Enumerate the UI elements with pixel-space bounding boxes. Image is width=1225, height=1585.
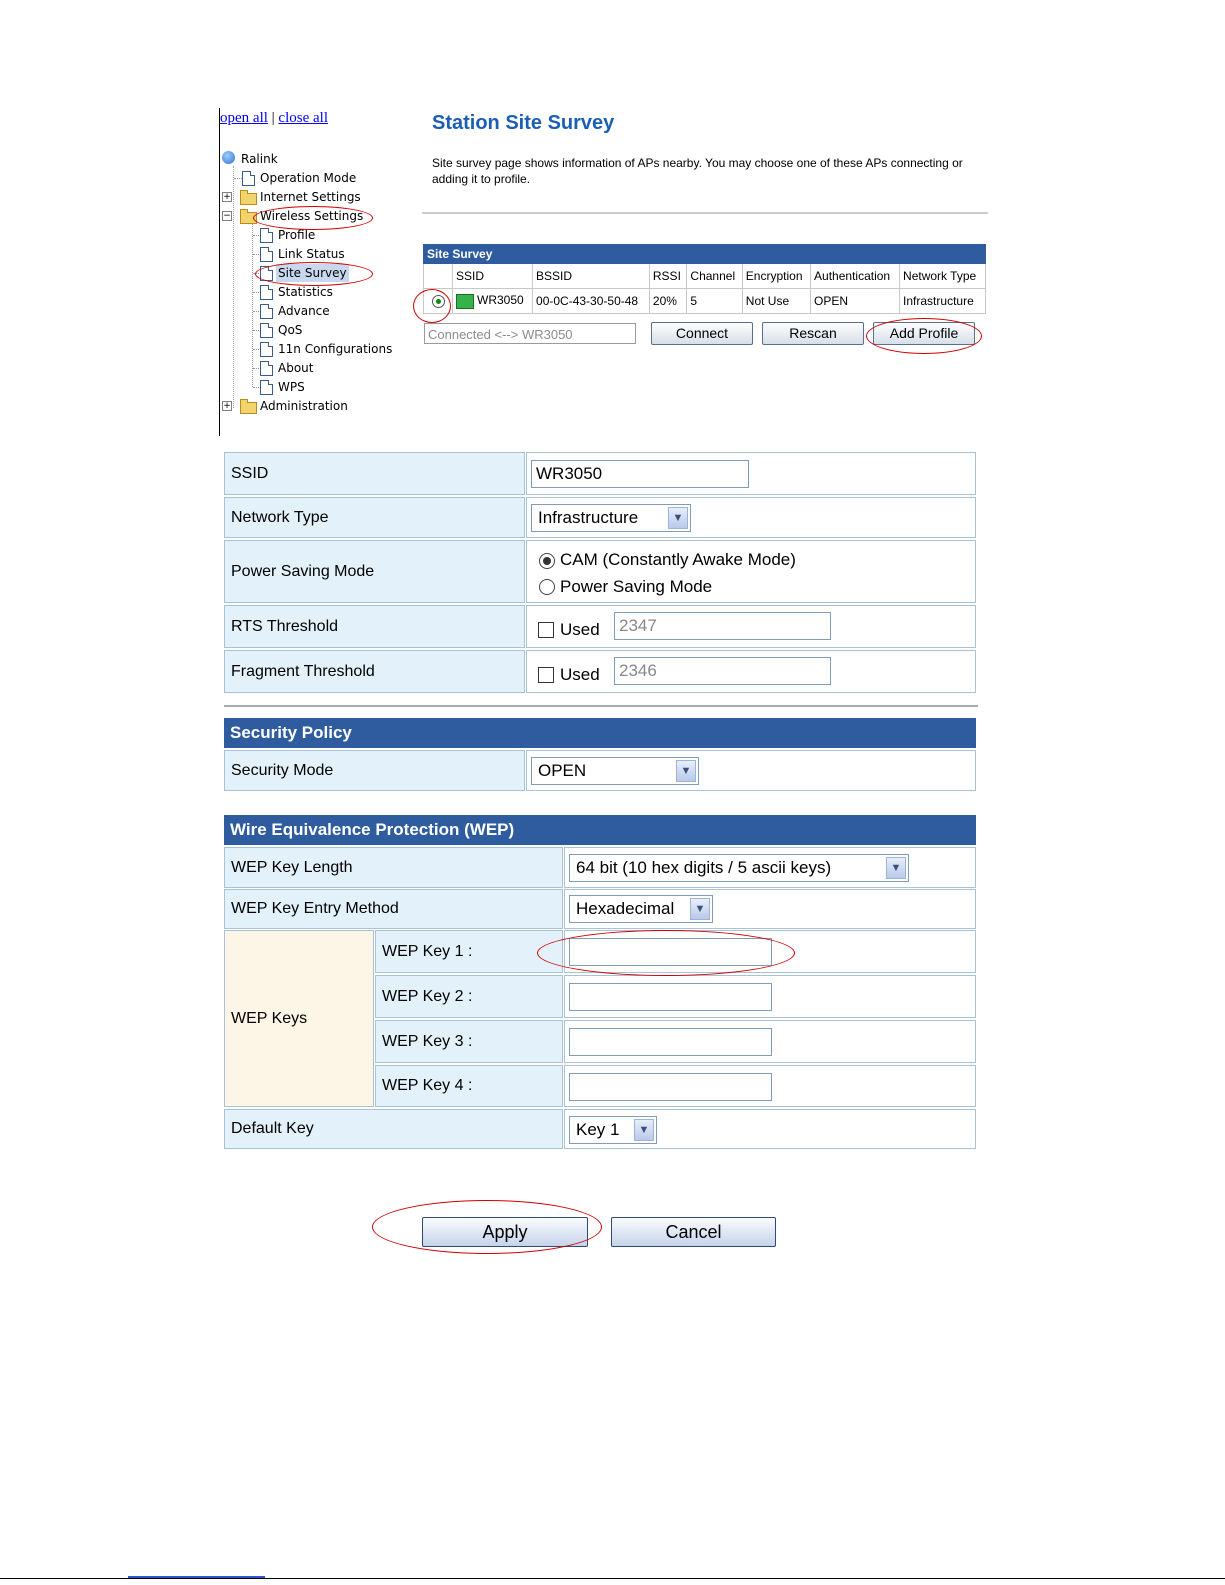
connection-status-field: Connected <--> WR3050 (424, 323, 636, 344)
chevron-down-icon: ▼ (886, 857, 906, 879)
ssid-cell: WR3050 (453, 289, 533, 314)
column-header-bssid: BSSID (533, 264, 650, 289)
footnote-separator (128, 1576, 265, 1578)
page-title: Station Site Survey (432, 112, 615, 134)
table-row[interactable] (424, 289, 986, 314)
power-saving-value-cell (526, 540, 976, 603)
authentication-cell: OPEN (811, 289, 900, 314)
close-all-link[interactable]: close all (278, 110, 328, 126)
wep-entry-method-value-cell (564, 889, 976, 929)
wep-key4-label: WEP Key 4 : (375, 1065, 563, 1107)
tree-connector (233, 166, 234, 408)
fragment-used-checkbox[interactable] (538, 667, 554, 683)
chevron-down-icon: ▼ (690, 898, 710, 920)
open-all-link[interactable]: open all (220, 110, 268, 126)
wep-keys-label: WEP Keys (224, 930, 374, 1107)
page-icon (260, 323, 273, 338)
column-header-authentication: Authentication (811, 264, 900, 289)
wep-key4-value-cell (564, 1065, 976, 1107)
expand-icon[interactable]: + (223, 192, 231, 202)
folder-icon (240, 402, 257, 414)
page-description: Site survey page shows information of APs nearby. You may choose one of these APs connecting or adding it to profile. (432, 156, 963, 186)
cancel-button[interactable]: Cancel (611, 1217, 776, 1247)
column-header-rssi: RSSI (649, 264, 687, 289)
default-key-select[interactable]: Key 1 ▼ (569, 1116, 657, 1144)
fragment-threshold-value-cell (526, 650, 976, 693)
network-type-cell: Infrastructure (900, 289, 986, 314)
rts-threshold-value-cell (526, 605, 976, 648)
computer-icon (222, 151, 235, 164)
frame-divider (219, 108, 220, 436)
wep-key4-input[interactable] (569, 1073, 772, 1101)
wep-entry-method-label: WEP Key Entry Method (224, 889, 563, 929)
column-header-channel: Channel (687, 264, 742, 289)
expand-icon[interactable]: + (223, 401, 231, 411)
wep-key1-input[interactable] (569, 938, 772, 966)
wep-key3-input[interactable] (569, 1028, 772, 1056)
rssi-cell: 20% (649, 289, 687, 314)
ap-select-radio[interactable] (432, 295, 445, 308)
security-mode-label: Security Mode (224, 750, 525, 791)
site-survey-table (423, 244, 986, 314)
rts-used-checkbox[interactable] (538, 622, 554, 638)
divider (224, 705, 978, 707)
security-mode-select[interactable]: OPEN ▼ (531, 757, 699, 785)
wep-key2-label: WEP Key 2 : (375, 975, 563, 1018)
security-mode-value-cell (526, 750, 976, 791)
cam-radio[interactable] (539, 553, 555, 569)
page-icon (260, 380, 273, 395)
connect-button[interactable]: Connect (651, 322, 753, 345)
bssid-cell: 00-0C-43-30-50-48 (533, 289, 650, 314)
column-header-encryption: Encryption (742, 264, 810, 289)
channel-cell: 5 (687, 289, 742, 314)
chevron-down-icon: ▼ (634, 1119, 654, 1141)
ssid-value-cell (526, 452, 976, 495)
wep-key1-label: WEP Key 1 : (375, 930, 563, 973)
network-type-label: Network Type (224, 497, 525, 538)
page-icon (260, 342, 273, 357)
table-header-row (424, 264, 986, 289)
fragment-used-label: Used (560, 665, 600, 684)
wep-key3-value-cell (564, 1020, 976, 1063)
wep-key1-value-cell (564, 930, 976, 973)
security-policy-heading: Security Policy (224, 718, 976, 748)
rts-threshold-input[interactable]: 2347 (614, 612, 831, 640)
page-icon (260, 361, 273, 376)
folder-icon (240, 193, 257, 205)
column-header-network-type: Network Type (900, 264, 986, 289)
ssid-input[interactable]: WR3050 (531, 460, 749, 488)
fragment-threshold-label: Fragment Threshold (224, 650, 525, 693)
page-icon (242, 171, 255, 186)
default-key-label: Default Key (224, 1109, 563, 1149)
tree-connector (252, 224, 253, 387)
add-profile-button[interactable]: Add Profile (873, 322, 975, 345)
wep-key-length-value-cell (564, 847, 976, 888)
access-point-icon (456, 294, 474, 309)
page-icon (260, 304, 273, 319)
page-footer-rule (0, 1578, 1225, 1579)
rts-used-label: Used (560, 620, 600, 639)
chevron-down-icon: ▼ (676, 760, 696, 782)
link-separator: | (271, 110, 275, 126)
select-column-header (424, 264, 453, 289)
rescan-button[interactable]: Rescan (762, 322, 864, 345)
psm-option-label: Power Saving Mode (560, 577, 713, 596)
page-icon (260, 285, 273, 300)
wep-key2-value-cell (564, 975, 976, 1018)
wep-entry-method-select[interactable]: Hexadecimal ▼ (569, 895, 713, 923)
tree-toggle-links (220, 110, 328, 127)
page-icon (260, 247, 273, 262)
wep-key-length-label: WEP Key Length (224, 847, 563, 888)
wep-key3-label: WEP Key 3 : (375, 1020, 563, 1063)
divider (422, 212, 988, 214)
wep-key-length-select[interactable]: 64 bit (10 hex digits / 5 ascii keys) ▼ (569, 854, 909, 882)
wep-heading: Wire Equivalence Protection (WEP) (224, 815, 976, 845)
page-icon (260, 228, 273, 243)
wep-key2-input[interactable] (569, 983, 772, 1011)
power-saving-label: Power Saving Mode (224, 540, 525, 603)
site-survey-heading: Site Survey (424, 245, 986, 264)
rts-threshold-label: RTS Threshold (224, 605, 525, 648)
page-icon (260, 266, 273, 281)
psm-radio[interactable] (539, 579, 555, 595)
ap-select-cell[interactable] (424, 289, 453, 314)
cam-option-label: CAM (Constantly Awake Mode) (560, 550, 796, 569)
default-key-value-cell (564, 1109, 976, 1149)
network-type-value-cell (526, 497, 976, 538)
apply-button[interactable]: Apply (422, 1217, 588, 1247)
network-type-select[interactable]: Infrastructure ▼ (531, 504, 691, 532)
column-header-ssid: SSID (453, 264, 533, 289)
collapse-icon[interactable]: − (223, 211, 231, 221)
ssid-label: SSID (224, 452, 525, 495)
fragment-threshold-input[interactable]: 2346 (614, 657, 831, 685)
chevron-down-icon: ▼ (668, 507, 688, 529)
encryption-cell: Not Use (742, 289, 810, 314)
open-folder-icon (240, 212, 257, 224)
